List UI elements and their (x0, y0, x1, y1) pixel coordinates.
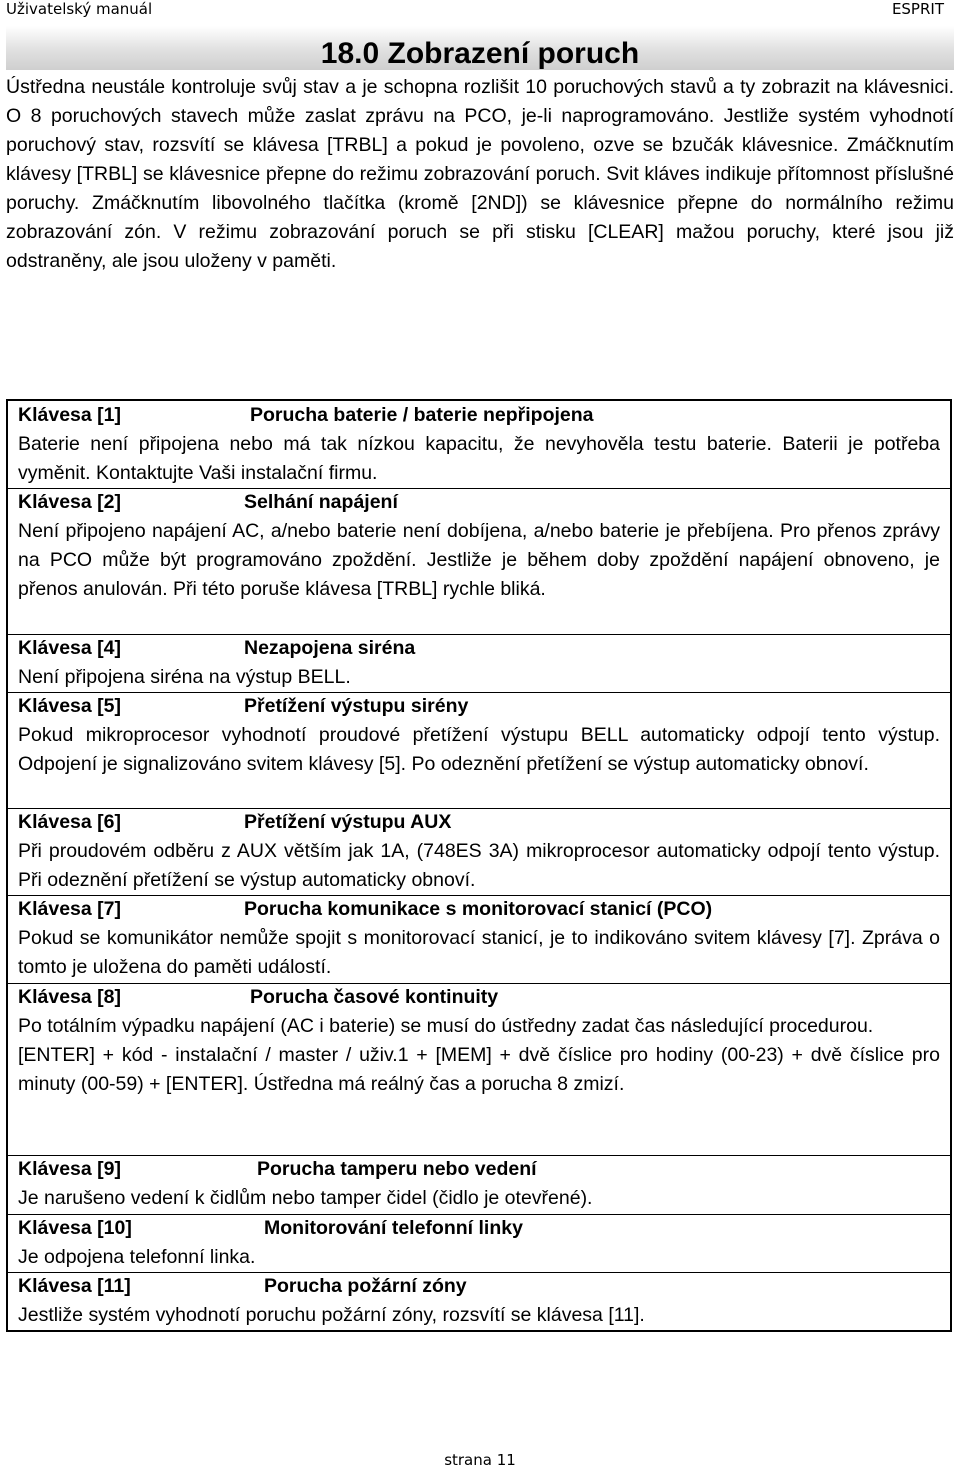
fault-title: Přetížení výstupu AUX (244, 811, 452, 833)
fault-description: Při proudovém odběru z AUX větším jak 1A, (748ES 3A) mikroprocesor automaticky odpojí tento výstup. Při odeznění přetížení se výstup automaticky obnoví. (18, 840, 940, 891)
fault-entry (18, 895, 940, 982)
fault-description: Baterie není připojena nebo má tak nízkou kapacitu, že nevyhověla testu baterie. Baterii je potřeba vyměnit. Kontaktujte Vaši instalační firmu. (18, 433, 940, 484)
fault-entry (18, 1155, 940, 1213)
fault-description: Jestliže systém vyhodnotí poruchu požární zóny, rozsvítí se klávesa [11]. (18, 1304, 645, 1326)
key-label: Klávesa [1] (18, 404, 121, 426)
page-header (0, 0, 960, 22)
fault-description: Pokud mikroprocesor vyhodnotí proudové přetížení výstupu BELL automaticky odpojí tento výstup. Odpojení je signalizováno svitem klávesy [5]. Po odeznění přetížení se výstup automaticky obnoví. (18, 724, 940, 775)
fault-entry (18, 692, 940, 779)
fault-description: Není připojeno napájení AC, a/nebo baterie není dobíjena, a/nebo baterie je přebíjena. Pro přenos zprávy na PCO může být programováno zpoždění. Jestliže je během doby zpoždění napájení obnoveno, je přenos anulován. Při této poruše klávesa [TRBL] rychle bliká. (18, 520, 940, 600)
key-label: Klávesa [4] (18, 637, 121, 659)
key-label: Klávesa [8] (18, 986, 121, 1008)
fault-title: Monitorování telefonní linky (264, 1217, 523, 1239)
key-label: Klávesa [9] (18, 1158, 121, 1180)
fault-entry (18, 488, 940, 604)
page-number: strana 11 (444, 1451, 516, 1469)
fault-title: Porucha baterie / baterie nepřipojena (250, 404, 594, 426)
fault-description: Je narušeno vedení k čidlům nebo tamper čidel (čidlo je otevřené). (18, 1187, 593, 1209)
fault-entry (18, 983, 940, 1099)
fault-table (6, 399, 952, 1332)
fault-title: Nezapojena siréna (244, 637, 416, 659)
fault-description: Po totálním výpadku napájení (AC i baterie) se musí do ústředny zadat čas následující procedurou. (18, 1015, 874, 1037)
fault-description: Je odpojena telefonní linka. (18, 1246, 256, 1268)
fault-entry (18, 1272, 940, 1330)
key-label: Klávesa [7] (18, 898, 121, 920)
fault-title: Porucha komunikace s monitorovací stanicí (PCO) (244, 898, 713, 920)
key-label: Klávesa [10] (18, 1217, 132, 1239)
time-setting-procedure: [ENTER] + kód - instalační / master / uživ.1 + [MEM] + dvě číslice pro hodiny (00-23) + dvě číslice pro minuty (00-59) + [ENTER]. Ústředna má reálný čas a porucha 8 zmizí. (18, 1044, 940, 1095)
fault-title: Porucha požární zóny (264, 1275, 467, 1297)
page-title: 18.0 Zobrazení poruch (320, 37, 640, 70)
fault-title: Selhání napájení (244, 491, 398, 513)
key-label: Klávesa [2] (18, 491, 121, 513)
fault-entry (18, 808, 940, 895)
fault-entry (18, 1214, 940, 1272)
fault-entry (18, 634, 940, 692)
manual-title: Uživatelský manuál (6, 0, 153, 18)
product-name: ESPRIT (891, 0, 944, 18)
fault-entry (18, 401, 940, 488)
fault-title: Porucha časové kontinuity (250, 986, 499, 1008)
fault-title: Porucha tamperu nebo vedení (257, 1158, 537, 1180)
key-label: Klávesa [6] (18, 811, 121, 833)
fault-title: Přetížení výstupu sirény (244, 695, 469, 717)
key-label: Klávesa [5] (18, 695, 121, 717)
fault-description: Pokud se komunikátor nemůže spojit s monitorovací stanicí, je to indikováno svitem klávesy [7]. Zpráva o tomto je uložena do paměti událostí. (18, 927, 940, 978)
fault-description: Není připojena siréna na výstup BELL. (18, 666, 351, 688)
intro-paragraph: Ústředna neustále kontroluje svůj stav a je schopna rozlišit 10 poruchových stavů a ty zobrazit na klávesnici. O 8 poruchových stavech může zaslat zprávu na PCO, je-li naprogramováno. Jestliže systém vyhodnotí poruchový stav, rozsvítí se klávesa [TRBL] a pokud je povoleno, ozve se bzučák klávesnice. Zmáčknutím klávesy [TRBL] se klávesnice přepne do režimu zobrazování poruch. Svit kláves indikuje přítomnost příslušné poruchy. Zmáčknutím libovolného tlačítka (kromě [2ND]) se klávesnice přepne do normálního režimu zobrazování zón. V režimu zobrazování poruch se při stisku [CLEAR] mažou poruchy, které jsou již odstraněny, ale jsou uloženy v paměti. (6, 76, 954, 272)
key-label: Klávesa [11] (18, 1275, 131, 1297)
